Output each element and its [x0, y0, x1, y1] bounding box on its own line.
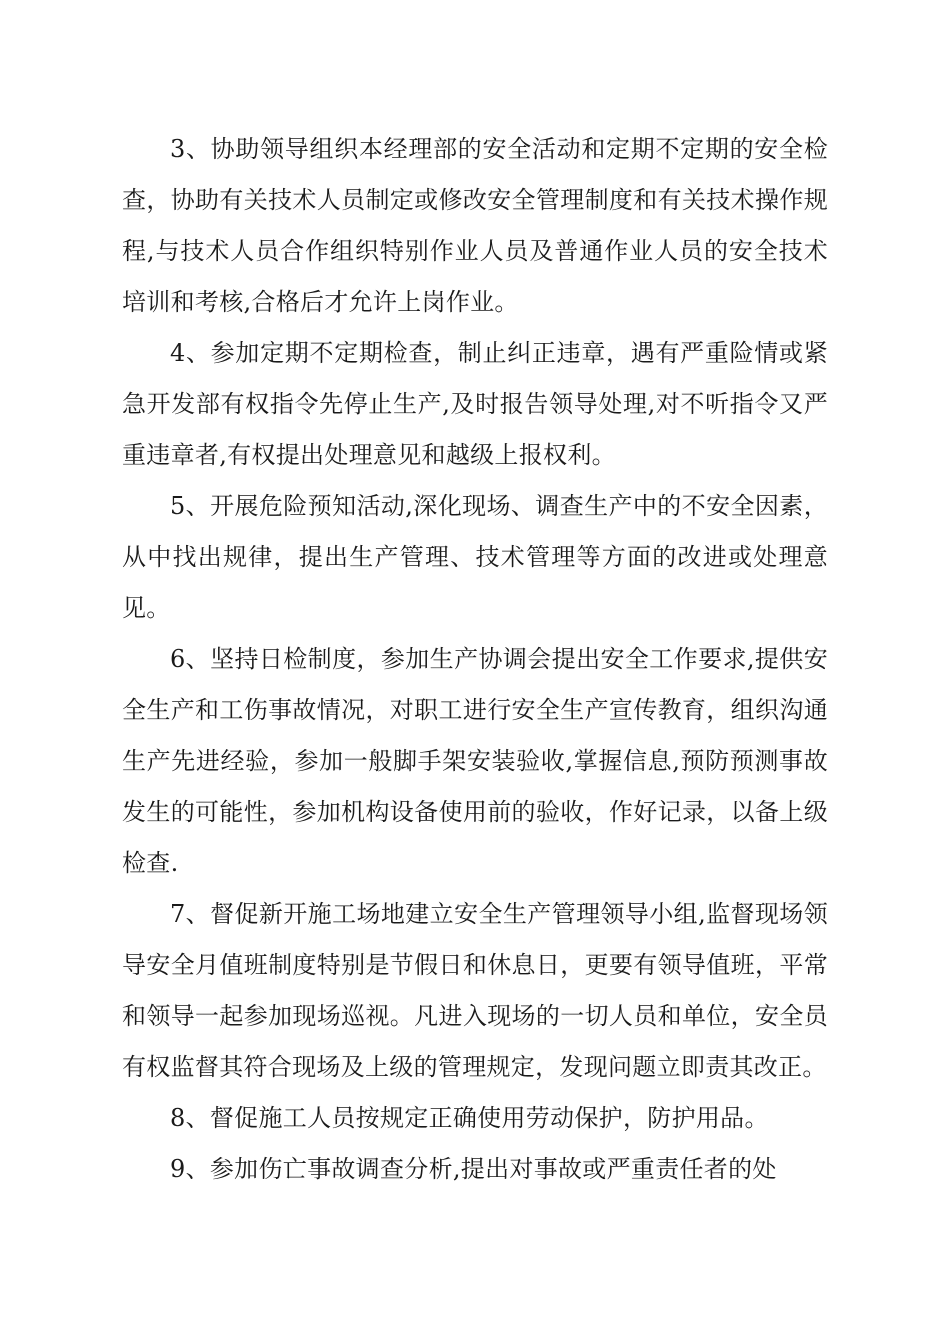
- paragraph-item-4: 4、参加定期不定期检查，制止纠正违章，遇有严重险情或紧急开发部有权指令先停止生产,及时报告领导处理,对不听指令又严重违章者,有权提出处理意见和越级上报权利。: [122, 339, 828, 469]
- document-body: [122, 124, 828, 1195]
- paragraph-item-7: 7、督促新开施工场地建立安全生产管理领导小组,监督现场领导安全月值班制度特别是节假日和休息日，更要有领导值班，平常和领导一起参加现场巡视。凡进入现场的一切人员和单位，安全员有权监督其符合现场及上级的管理规定，发现问题立即责其改正。: [122, 900, 828, 1081]
- paragraph-item-3: 3、协助领导组织本经理部的安全活动和定期不定期的安全检查，协助有关技术人员制定或修改安全管理制度和有关技术操作规程,与技术人员合作组织特别作业人员及普通作业人员的安全技术培训和考核,合格后才允许上岗作业。: [122, 135, 828, 316]
- paragraph-item-6: 6、坚持日检制度，参加生产协调会提出安全工作要求,提供安全生产和工伤事故情况，对职工进行安全生产宣传教育，组织沟通生产先进经验，参加一般脚手架安装验收,掌握信息,预防预测事故发生的可能性，参加机构设备使用前的验收，作好记录，以备上级检查.: [122, 645, 828, 877]
- paragraph-item-8: 8、督促施工人员按规定正确使用劳动保护，防护用品。: [170, 1104, 769, 1132]
- paragraph-item-9: 9、参加伤亡事故调查分析,提出对事故或严重责任者的处: [170, 1155, 777, 1183]
- paragraph-item-5: 5、开展危险预知活动,深化现场、调查生产中的不安全因素，从中找出规律，提出生产管理、技术管理等方面的改进或处理意见。: [122, 492, 828, 622]
